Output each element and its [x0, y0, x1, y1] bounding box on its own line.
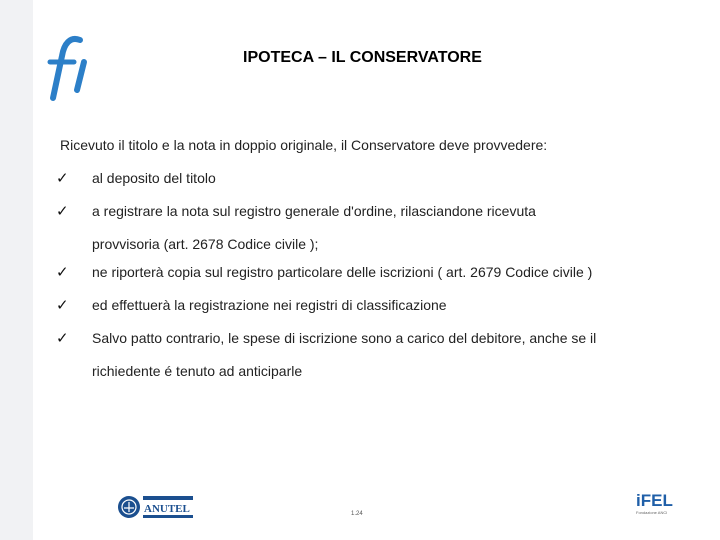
page-number: 1.24	[351, 511, 363, 517]
bullet-text	[92, 195, 536, 261]
ifel-logo-text: iFEL	[636, 491, 673, 510]
checkmark-icon: ✓	[56, 330, 69, 347]
bullet-text	[92, 162, 216, 195]
checkmark-icon: ✓	[56, 264, 69, 281]
svg-text:ANUTEL: ANUTEL	[144, 503, 190, 515]
bullet-text	[92, 289, 447, 322]
bullet-line: al deposito del titolo	[92, 170, 216, 186]
bullet-text	[92, 256, 592, 289]
checkmark-icon: ✓	[56, 170, 69, 187]
left-margin-band	[0, 0, 33, 540]
checkmark-icon: ✓	[56, 297, 69, 314]
checkmark-icon: ✓	[56, 203, 69, 220]
intro-text: Ricevuto il titolo e la nota in doppio originale, il Conservatore deve provvedere:	[60, 137, 548, 153]
ifel-logo-subtitle: Fondazione ANCI	[636, 510, 668, 515]
anutel-logo-graphic	[117, 493, 195, 521]
bullet-line: richiedente é tenuto ad anticiparle	[92, 363, 303, 379]
fi-logo	[40, 30, 100, 102]
anutel-logo	[117, 493, 195, 521]
fi-logo-graphic	[40, 30, 100, 102]
ifel-logo	[636, 491, 673, 522]
bullet-line: provvisoria (art. 2678 Codice civile );	[92, 236, 319, 252]
bullet-line: Salvo patto contrario, le spese di iscrizione sono a carico del debitore, anche se il	[92, 330, 597, 346]
bullet-line: ed effettuerà la registrazione nei registri di classificazione	[92, 297, 447, 313]
bullet-line: ne riporterà copia sul registro particolare delle iscrizioni ( art. 2679 Codice civile )	[92, 264, 593, 280]
slide-title: IPOTECA – IL CONSERVATORE	[243, 49, 482, 66]
bullet-line: a registrare la nota sul registro generale d'ordine, rilasciandone ricevuta	[92, 203, 536, 219]
bullet-text	[92, 322, 596, 388]
